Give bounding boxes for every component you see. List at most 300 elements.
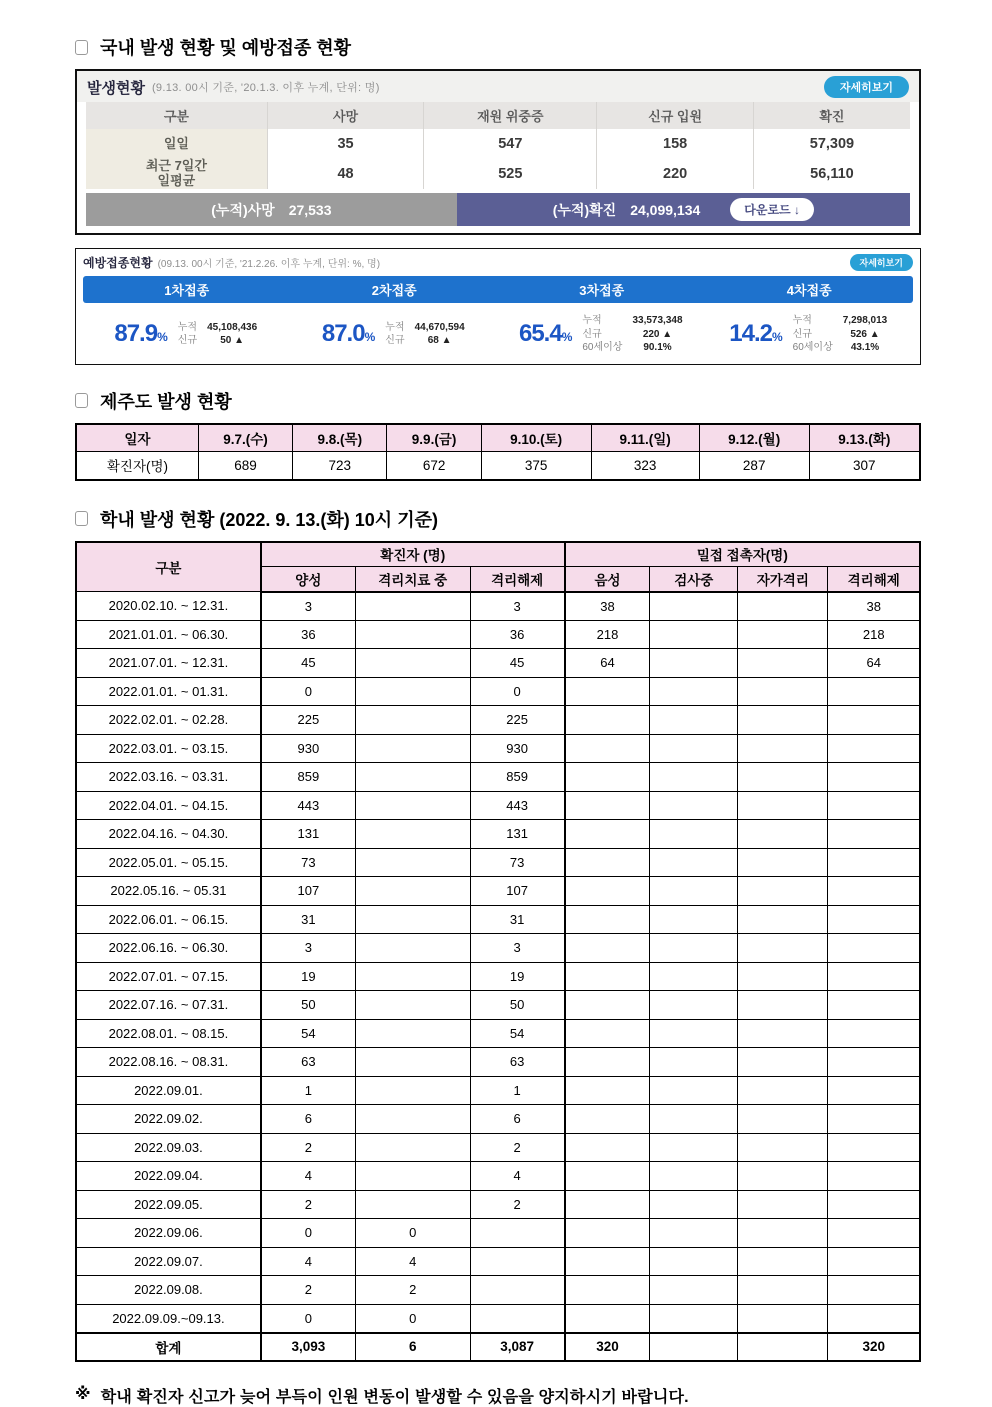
cell [565,1105,650,1134]
cell: 547 [424,129,597,159]
dose-stat-table: 누적 7,298,013 신규 526 ▲ 60세이상 43.1% [792,315,888,353]
cell [738,877,828,906]
cell [470,1276,565,1305]
row-label: 2022.09.07. [76,1247,261,1276]
cell [828,677,920,706]
cell [355,991,470,1020]
column-header: 9.13.(화) [809,424,920,452]
dose-label: 1차접종 [164,283,210,298]
footnote-text: 학내 확진자 신고가 늦어 부득이 인원 변동이 발생할 수 있음을 양지하시기 바랍니다. [100,1389,689,1406]
detail-button[interactable]: 자세히보기 [850,254,913,271]
table-row [76,1162,920,1191]
cell [470,1247,565,1276]
cell: 54 [470,1019,565,1048]
row-label: 2022.09.08. [76,1276,261,1305]
cell: 0 [261,1304,356,1333]
cell: 38 [565,592,650,621]
cell [738,1133,828,1162]
cell [565,1019,650,1048]
cell [650,734,738,763]
cell: 0 [355,1304,470,1333]
cell: 73 [261,848,356,877]
cell [565,763,650,792]
download-button[interactable]: 다운로드 ↓ [730,198,814,221]
cell [738,734,828,763]
row-label: 일일 [86,129,267,159]
row-label: 2022.05.01. ~ 05.15. [76,848,261,877]
cell [828,791,920,820]
column-header: 검사중 [650,567,738,592]
table-row [76,820,920,849]
cell [738,1076,828,1105]
cell: 4 [261,1247,356,1276]
cell [738,991,828,1020]
dose-label: 2차접종 [371,283,417,298]
cell [828,1048,920,1077]
column-header: 격리해제 [828,567,920,592]
cell [828,1276,920,1305]
cell: 3 [261,592,356,621]
cell [355,734,470,763]
cell [565,1133,650,1162]
download-icon: ↓ [794,203,800,217]
cell [650,763,738,792]
dose-percent: 65.4% [518,320,572,348]
cell: 723 [293,452,387,480]
cell: 4 [470,1162,565,1191]
cell [738,1276,828,1305]
detail-button[interactable]: 자세히보기 [824,76,909,98]
occurrence-widget-footer [86,193,910,226]
cell: 2 [261,1133,356,1162]
cell: 45 [261,649,356,678]
row-label: 합계 [76,1333,261,1362]
row-label: 2022.09.04. [76,1162,261,1191]
cell: 6 [470,1105,565,1134]
column-header: 사망 [267,102,424,129]
row-label: 2020.02.10. ~ 12.31. [76,592,261,621]
cell: 2 [261,1276,356,1305]
cell [565,1190,650,1219]
row-label: 2022.09.06. [76,1219,261,1248]
cell [565,905,650,934]
section-title-text: 학내 발생 현황 (2022. 9. 13.(화) 10시 기준) [100,509,438,530]
table-row [76,677,920,706]
cell: 1 [261,1076,356,1105]
cell: 4 [355,1247,470,1276]
cell: 930 [470,734,565,763]
cell: 63 [261,1048,356,1077]
column-header: 음성 [565,567,650,592]
cell [828,1304,920,1333]
footnote [75,1384,921,1407]
column-header: 자가격리 [738,567,828,592]
cell [650,848,738,877]
table-row [76,763,920,792]
cell [565,677,650,706]
cumulative-deaths [86,193,457,226]
table-row [76,1304,920,1333]
cell: 672 [387,452,481,480]
table-row [76,1190,920,1219]
cumulative-confirmed-value: 24,099,134 [630,201,701,218]
section-title-jeju [75,388,921,414]
column-header: 확진 [753,102,910,129]
dose-label: 3차접종 [579,283,625,298]
cell: 48 [267,159,424,189]
dose-column-3 [498,314,706,355]
cell [355,649,470,678]
dose-column-1 [83,314,291,355]
cell: 19 [470,962,565,991]
table-row [76,706,920,735]
cell [565,791,650,820]
cell [738,1333,828,1362]
row-label: 2022.04.01. ~ 04.15. [76,791,261,820]
column-header: 9.11.(일) [591,424,699,452]
cell [355,677,470,706]
cell: 31 [261,905,356,934]
table-row [76,592,920,621]
column-group-confirmed: 확진자 (명) [261,542,565,567]
cell [738,706,828,735]
cell [650,677,738,706]
table-row [76,991,920,1020]
table-row [76,877,920,906]
cell: 3 [470,934,565,963]
dose-column-4 [706,314,914,355]
cell [828,1162,920,1191]
cell [828,820,920,849]
cell [738,848,828,877]
cell [828,734,920,763]
cell: 107 [261,877,356,906]
cell [650,1048,738,1077]
cell [650,1333,738,1362]
cell [650,934,738,963]
cell [828,1105,920,1134]
cell: 2 [470,1190,565,1219]
cell: 36 [261,620,356,649]
cell [355,1162,470,1191]
cell [828,905,920,934]
cell [355,848,470,877]
cell [565,1048,650,1077]
cell: 57,309 [753,129,910,159]
table-row [86,159,910,189]
column-header: 구분 [86,102,267,129]
cell [565,877,650,906]
school-table [75,541,921,1363]
vaccination-widget-header [83,254,913,271]
cell [650,620,738,649]
row-label: 2022.08.01. ~ 08.15. [76,1019,261,1048]
vaccination-stats [83,314,913,355]
cell: 54 [261,1019,356,1048]
table-row [76,1219,920,1248]
row-label: 2022.09.09.~09.13. [76,1304,261,1333]
cell: 220 [597,159,754,189]
widget-subtitle: (9.13. 00시 기준, '20.1.3. 이후 누계, 단위: 명) [151,82,380,94]
cell [355,763,470,792]
cell [738,1162,828,1191]
cell [355,934,470,963]
row-label: 2022.09.05. [76,1190,261,1219]
cell: 307 [809,452,920,480]
dose-stat-table: 누적 45,108,436 신규 50 ▲ [177,321,258,347]
table-row [76,905,920,934]
cell: 3 [261,934,356,963]
cell: 320 [828,1333,920,1362]
cell [738,905,828,934]
column-header: 9.12.(월) [699,424,809,452]
cell [650,1133,738,1162]
cell: 158 [597,129,754,159]
table-row [76,1133,920,1162]
cell [355,820,470,849]
cell [738,1105,828,1134]
cell [355,1133,470,1162]
cell [470,1219,565,1248]
cell [355,592,470,621]
row-label: 2022.03.01. ~ 03.15. [76,734,261,763]
cell: 64 [565,649,650,678]
column-header: 재원 위중증 [424,102,597,129]
column-header: 9.8.(목) [293,424,387,452]
cell [355,1076,470,1105]
cell [565,1219,650,1248]
dose-column-2 [291,314,499,355]
cell: 50 [470,991,565,1020]
dose-label: 4차접종 [786,283,832,298]
cell: 225 [470,706,565,735]
cell [828,763,920,792]
vaccination-dose-bar [83,276,913,303]
cell: 38 [828,592,920,621]
dose-stat-table: 누적 33,573,348 신규 220 ▲ 60세이상 90.1% [582,315,683,353]
cell: 287 [699,452,809,480]
cell [355,1048,470,1077]
table-row [76,1276,920,1305]
section-title-text: 국내 발생 현황 및 예방접종 현황 [100,38,352,58]
cell [828,1190,920,1219]
column-header: 격리해제 [470,567,565,592]
cell [355,791,470,820]
row-label: 2022.02.01. ~ 02.28. [76,706,261,735]
cell: 525 [424,159,597,189]
cell: 1 [470,1076,565,1105]
table-row [76,1105,920,1134]
footnote-mark: ※ [75,1386,91,1403]
cell: 131 [470,820,565,849]
cell [650,1019,738,1048]
cell [355,1019,470,1048]
cell [355,962,470,991]
cell [738,677,828,706]
row-label: 2022.01.01. ~ 01.31. [76,677,261,706]
column-header: 신규 입원 [597,102,754,129]
cell: 323 [591,452,699,480]
dose-percent: 87.0% [321,320,375,348]
cell: 6 [355,1333,470,1362]
table-row [76,1247,920,1276]
cell [738,934,828,963]
cell [738,1219,828,1248]
vaccination-widget [75,248,921,365]
cell [738,649,828,678]
table-row [76,934,920,963]
cell: 3 [470,592,565,621]
section-title-domestic [75,34,921,60]
cell: 2 [355,1276,470,1305]
cell: 689 [198,452,292,480]
cell [565,991,650,1020]
row-label: 2022.06.16. ~ 06.30. [76,934,261,963]
cell: 45 [470,649,565,678]
cell [738,962,828,991]
cell: 107 [470,877,565,906]
cell [650,1247,738,1276]
table-row [76,620,920,649]
row-label: 2022.03.16. ~ 03.31. [76,763,261,792]
cell: 50 [261,991,356,1020]
cell: 0 [261,677,356,706]
cell [828,1247,920,1276]
row-label: 2022.08.16. ~ 08.31. [76,1048,261,1077]
cell: 859 [470,763,565,792]
cell [565,1247,650,1276]
cell [650,877,738,906]
cell [828,1076,920,1105]
cell: 64 [828,649,920,678]
cell [650,1162,738,1191]
occurrence-table [86,102,910,189]
cell: 131 [261,820,356,849]
column-group-contacts: 밀접 접촉자(명) [565,542,920,567]
cell: 2 [470,1133,565,1162]
cell [650,592,738,621]
cell: 73 [470,848,565,877]
column-header: 9.7.(수) [198,424,292,452]
cell: 19 [261,962,356,991]
cell: 56,110 [753,159,910,189]
dose-percent: 14.2% [729,320,782,348]
jeju-table [75,423,921,481]
row-label: 2022.05.16. ~ 05.31 [76,877,261,906]
cell: 4 [261,1162,356,1191]
cell [650,1105,738,1134]
row-label: 확진자(명) [76,452,198,480]
row-label: 2022.09.03. [76,1133,261,1162]
cell [738,820,828,849]
table-row [86,129,910,159]
cell: 443 [470,791,565,820]
cell [828,962,920,991]
cell [738,763,828,792]
row-label: 2022.07.16. ~ 07.31. [76,991,261,1020]
cell [650,905,738,934]
table-row [76,1076,920,1105]
cell [565,1276,650,1305]
section-title-text: 제주도 발생 현황 [100,391,232,412]
widget-title: 예방접종현황 [83,256,153,270]
cell [565,1162,650,1191]
table-row [76,1019,920,1048]
checkbox-icon [75,393,88,408]
cell: 859 [261,763,356,792]
dose-percent: 87.9% [114,320,167,348]
cell: 375 [481,452,591,480]
cell [650,791,738,820]
cell [565,934,650,963]
column-header: 격리치료 중 [355,567,470,592]
cell [828,934,920,963]
cell: 320 [565,1333,650,1362]
total-row [76,1333,920,1362]
cell [738,1019,828,1048]
cell: 63 [470,1048,565,1077]
cell [650,706,738,735]
cell: 3,087 [470,1333,565,1362]
cell [738,1048,828,1077]
cell [828,706,920,735]
cell [650,991,738,1020]
row-label: 2021.01.01. ~ 06.30. [76,620,261,649]
cell: 930 [261,734,356,763]
cumulative-confirmed-label: (누적)확진 [552,201,617,218]
cumulative-confirmed [457,193,910,226]
cell [355,877,470,906]
cell [738,592,828,621]
row-label: 2022.07.01. ~ 07.15. [76,962,261,991]
cell: 2 [261,1190,356,1219]
widget-title: 발생현황 [87,79,145,97]
cell [565,1304,650,1333]
section-title-school [75,506,921,532]
row-label: 2022.06.01. ~ 06.15. [76,905,261,934]
cell: 443 [261,791,356,820]
cell [650,1076,738,1105]
cell [565,706,650,735]
dose-stat-table: 누적 44,670,594 신규 68 ▲ [385,321,465,347]
cell [650,1219,738,1248]
cell [738,791,828,820]
cell [565,848,650,877]
cell [565,962,650,991]
cell [650,820,738,849]
cell [828,877,920,906]
cell [355,620,470,649]
widget-subtitle: (09.13. 00시 기준, '21.2.26. 이후 누계, 단위: %, 명) [157,259,381,270]
cell [650,962,738,991]
cell [828,991,920,1020]
cell [355,905,470,934]
column-header: 양성 [261,567,356,592]
cell: 36 [470,620,565,649]
table-row [76,1048,920,1077]
row-label: 최근 7일간 일평균 [86,159,267,189]
table-row [76,962,920,991]
cell [650,649,738,678]
cell: 35 [267,129,424,159]
cell: 0 [470,677,565,706]
table-row [76,452,920,480]
cell [828,1019,920,1048]
cell [565,820,650,849]
cumulative-deaths-value: 27,533 [288,201,332,218]
occurrence-widget-header [77,71,919,102]
column-header: 구분 [76,542,261,592]
